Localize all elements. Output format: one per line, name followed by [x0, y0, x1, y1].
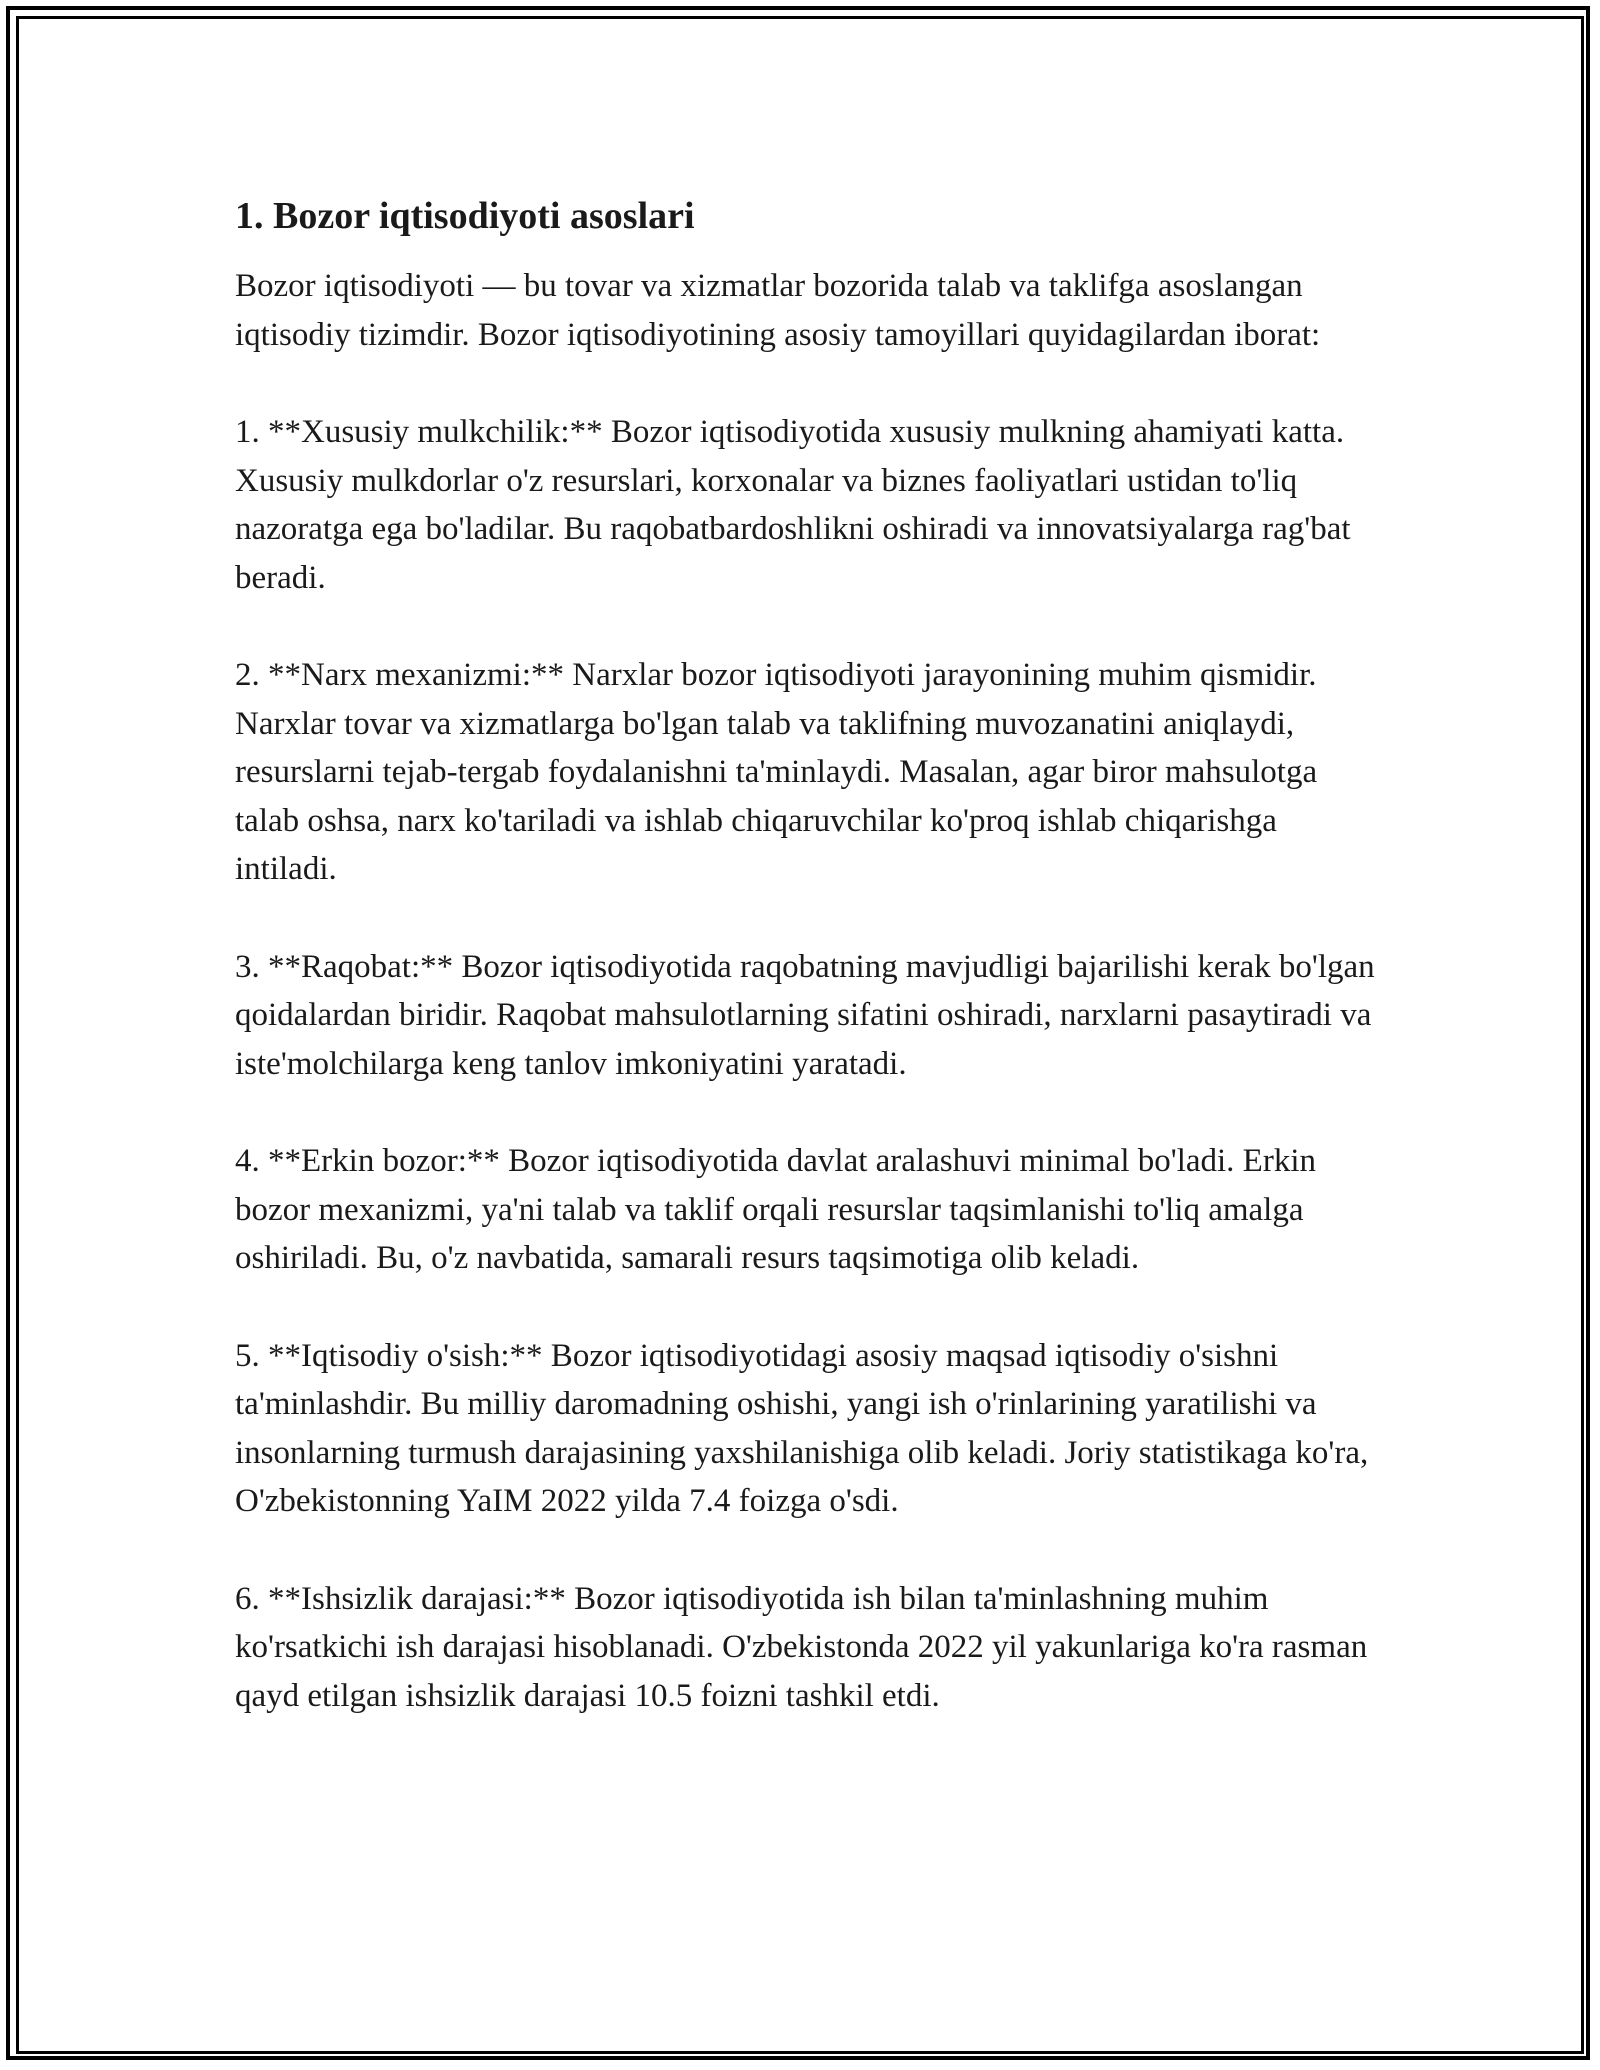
list-item: 4. **Erkin bozor:** Bozor iqtisodiyotida davlat aralashuvi minimal bo'ladi. Erkin bozor mexanizmi, ya'ni talab va taklif orqali resurslar taqsimlanishi to'liq amalga oshiriladi. Bu, o'z navbatida, samarali resurs taqsimotiga olib keladi.	[235, 1143, 1316, 1276]
list-item: 6. **Ishsizlik darajasi:** Bozor iqtisodiyotida ish bilan ta'minlashning muhim ko'rsatkichi ish darajasi hisoblanadi. O'zbekistonda 2022 yil yakunlariga ko'ra rasman qayd etilgan ishsizlik darajasi 10.5 foizni tashkil etdi.	[235, 1580, 1368, 1714]
intro-paragraph: Bozor iqtisodiyoti — bu tovar va xizmatlar bozorida talab va taklifga asoslangan iqtisodiy tizimdir. Bozor iqtisodiyotining asosiy tamoyillari quyidagilardan iborat:	[235, 268, 1321, 353]
list-item: 3. **Raqobat:** Bozor iqtisodiyotida raqobatning mavjudligi bajarilishi kerak bo'lgan qoidalardan biridir. Raqobat mahsulotlarning sifatini oshiradi, narxlarni pasaytiradi va iste'molchilarga keng tanlov imkoniyatini yaratadi.	[235, 948, 1375, 1082]
list-item: 5. **Iqtisodiy o'sish:** Bozor iqtisodiyotidagi asosiy maqsad iqtisodiy o'sishni ta'minlashdir. Bu milliy daromadning oshishi, yangi ish o'rinlarining yaratilishi va insonlarning turmush darajasining yaxshilanishiga olib keladi. Joriy statistikaga ko'ra, O'zbekistonning YaIM 2022 yilda 7.4 foizga o'sdi.	[235, 1337, 1369, 1519]
document-body	[235, 190, 1375, 1769]
list-item: 1. **Xususiy mulkchilik:** Bozor iqtisodiyotida xususiy mulkning ahamiyati katta. Xususiy mulkdorlar o'z resurslari, korxonalar va biznes faoliyatlari ustidan to'liq nazoratga ega bo'ladilar. Bu raqobatbardoshlikni oshiradi va innovatsiyalarga rag'bat beradi.	[235, 414, 1351, 596]
list-item: 2. **Narx mexanizmi:** Narxlar bozor iqtisodiyoti jarayonining muhim qismidir. Narxlar tovar va xizmatlarga bo'lgan talab va taklifning muvozanatini aniqlaydi, resurslarni tejab-tergab foydalanishni ta'minlaydi. Masalan, agar biror mahsulotga talab oshsa, narx ko'tariladi va ishlab chiqaruvchilar ko'proq ishlab chiqarishga intiladi.	[235, 657, 1318, 887]
document-title: 1. Bozor iqtisodiyoti asoslari	[235, 195, 695, 237]
